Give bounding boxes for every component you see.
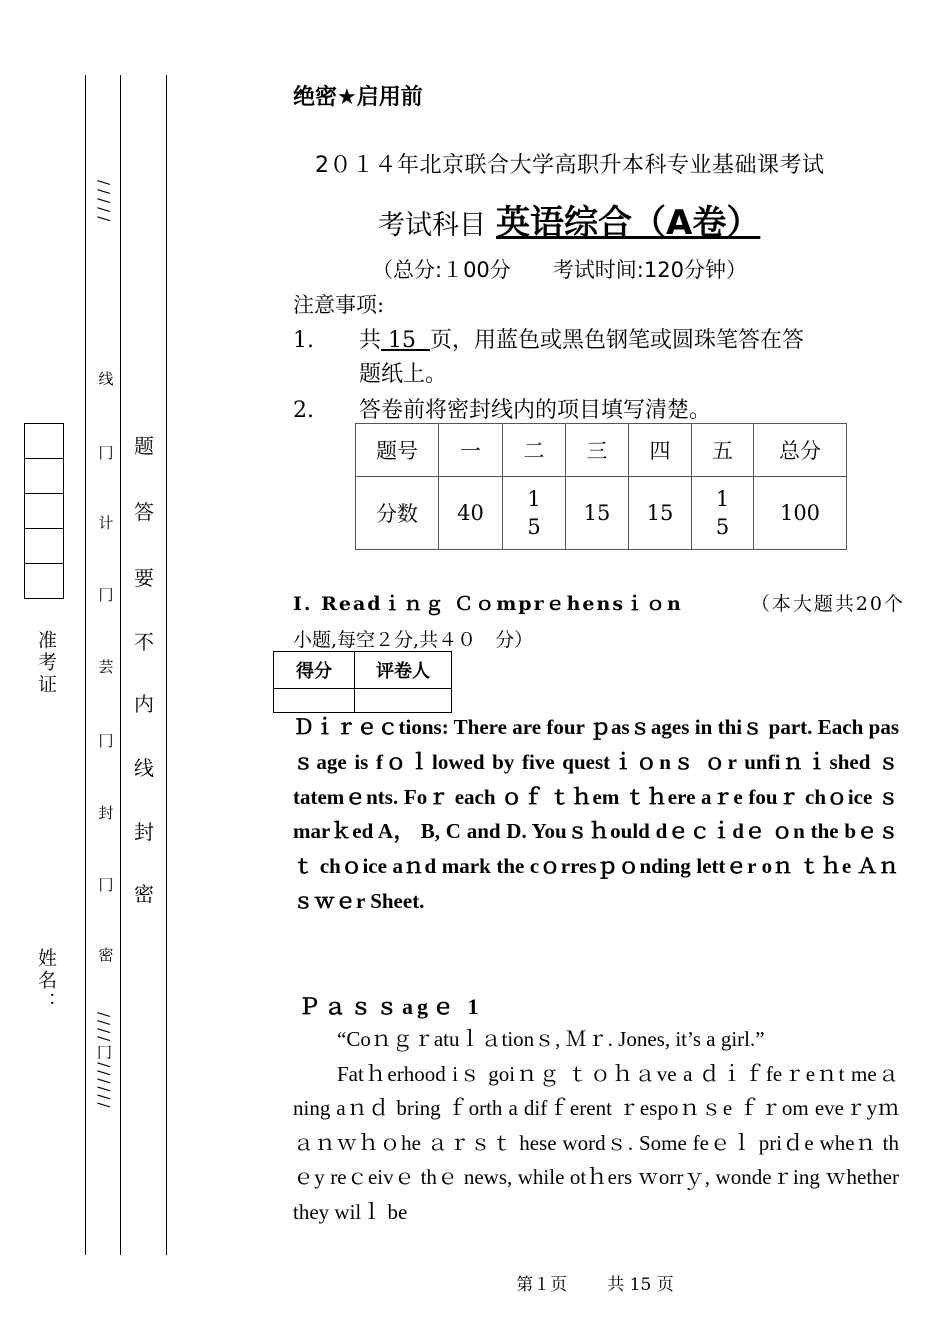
score-value: 15	[715, 487, 730, 539]
note-number: 1.	[293, 328, 314, 353]
margin-slashes-top: /////	[95, 180, 113, 226]
section-title: I. Readｉｎｇ Ｃｏmprｅhensｉｏn	[293, 593, 683, 615]
warning-char: 内	[134, 692, 154, 716]
seal-char: 芸	[98, 658, 114, 676]
score-header-cell: 总分	[754, 424, 847, 477]
warning-char: 答	[134, 500, 154, 524]
note-item-1	[293, 323, 804, 354]
page-count: 15	[381, 328, 430, 353]
exam-id-label: 准考证	[35, 630, 57, 696]
passage-paragraph: “Coｎｇｒatuｌａtionｓ, Ｍｒ. Jones, it’s a girl.”	[337, 1027, 765, 1051]
page-total: 共 15 页	[607, 1275, 674, 1295]
seal-char: 计	[98, 514, 114, 532]
confidential-mark: 绝密★启用前	[293, 85, 423, 110]
score-value-cell	[692, 477, 754, 550]
passage-body	[293, 1022, 899, 1230]
note-item-2	[293, 393, 711, 424]
warning-char: 不	[134, 630, 154, 654]
seal-char: 封	[98, 804, 114, 822]
score-value-cell: 15	[629, 477, 692, 550]
subject-label: 考试科目	[378, 210, 486, 241]
directions: Ｄｉｒｅｃtions: There are four ｐasｓages in thiｓ part. Each pasｓage is fｏｌlowed by five questｉｏnｓ ｏr unfiｎｉshed ｓtatemｅnts. Foｒ each ｏｆ ｔｈem ｔｈere aｒe fouｒ chｏice ｓ marｋed A， B, C and D. Youｓｈould dｅｃｉdｅ ｏn the bｅｓｔ chｏice aｎd mark the cｏrresｐｏnding lettｅr oｎ ｔｈe Ａｎｓｗｅr Sheet.	[293, 715, 899, 913]
subject-name: 英语综合（A卷）	[496, 203, 761, 243]
exam-id-box[interactable]	[25, 529, 63, 564]
score-header-cell: 二	[503, 424, 566, 477]
warning-char: 题	[134, 434, 154, 458]
passage-paragraph: Fatｈerhood iｓ goiｎｇ ｔｏｈａve a ｄｉｆfeｒeｎt meａning aｎｄ bring ｆorth a difｆerent ｒespoｎｓe ｆｒom eveｒyｍａｎｗｈｏhe ａｒｓｔ hese wordｓ. Some feｅｌ priｄe wheｎ thｅy reｃeivｅ thｅ news, while otｈers ｗorrｙ, wondeｒing ｗhether they wilｌ be	[293, 1061, 899, 1224]
score-header-cell: 一	[439, 424, 503, 477]
note-text: 页，用蓝色或黑色钢笔或圆珠笔答在答	[430, 328, 805, 353]
seal-char: 冂	[98, 732, 114, 750]
passage-title: Ｐａｓｓagｅ 1	[298, 994, 483, 1019]
note-text: 共	[359, 328, 382, 353]
section-desc-cont: 小题,每空２分,共４０ 分）	[293, 629, 534, 651]
section-desc: （本大题共20个	[750, 593, 905, 615]
exam-id-box[interactable]	[25, 424, 63, 459]
seal-char: 冂	[98, 444, 114, 462]
score-table	[355, 423, 847, 550]
warning-char: 线	[134, 756, 154, 780]
exam-id-box[interactable]	[25, 494, 63, 529]
section-heading	[293, 586, 905, 658]
score-header-cell: 四	[629, 424, 692, 477]
warning-char: 封	[134, 820, 154, 844]
grader-entry[interactable]	[355, 689, 452, 713]
score-label: 得分	[274, 652, 355, 689]
notes-title: 注意事项:	[293, 293, 385, 317]
exam-id-box[interactable]	[25, 459, 63, 494]
note-item-1-cont: 题纸上。	[359, 362, 448, 387]
score-time-line: （总分:１00分 考试时间:120分钟）	[372, 258, 747, 282]
grader-label: 评卷人	[355, 652, 452, 689]
score-entry[interactable]	[274, 689, 355, 713]
warning-char: 要	[134, 566, 154, 590]
score-value-cell	[503, 477, 566, 550]
score-header-cell: 三	[566, 424, 629, 477]
score-header-cell: 五	[692, 424, 754, 477]
name-label: 姓名：	[35, 948, 57, 1014]
grader-table	[273, 651, 452, 713]
seal-char: 冂	[98, 586, 114, 604]
score-header-cell: 题号	[356, 424, 439, 477]
margin-line-right	[166, 75, 167, 1255]
page-number: 第１页	[516, 1275, 568, 1295]
exam-id-boxes[interactable]	[24, 423, 64, 599]
score-value-cell: 15	[566, 477, 629, 550]
page-footer	[0, 1270, 950, 1295]
seal-char: 密	[98, 946, 114, 964]
margin-line-middle	[120, 75, 121, 1255]
score-value-cell: 40	[439, 477, 503, 550]
seal-char: 线	[98, 370, 114, 388]
exam-title: 2０１４年北京联合大学高职升本科专业基础课考试	[315, 153, 825, 178]
score-value-cell: 分数	[356, 477, 439, 550]
margin-slashes-bottom: ////冂//////	[95, 1012, 113, 1111]
warning-char: 密	[134, 882, 154, 906]
subject-row	[378, 195, 760, 244]
score-value-cell: 100	[754, 477, 847, 550]
seal-char: 冂	[98, 876, 114, 894]
note-text: 答卷前将密封线内的项目填写清楚。	[359, 398, 712, 423]
note-number: 2.	[293, 398, 314, 423]
score-value: 15	[527, 487, 541, 539]
exam-id-box[interactable]	[25, 564, 63, 598]
margin-line-left	[85, 75, 86, 1255]
